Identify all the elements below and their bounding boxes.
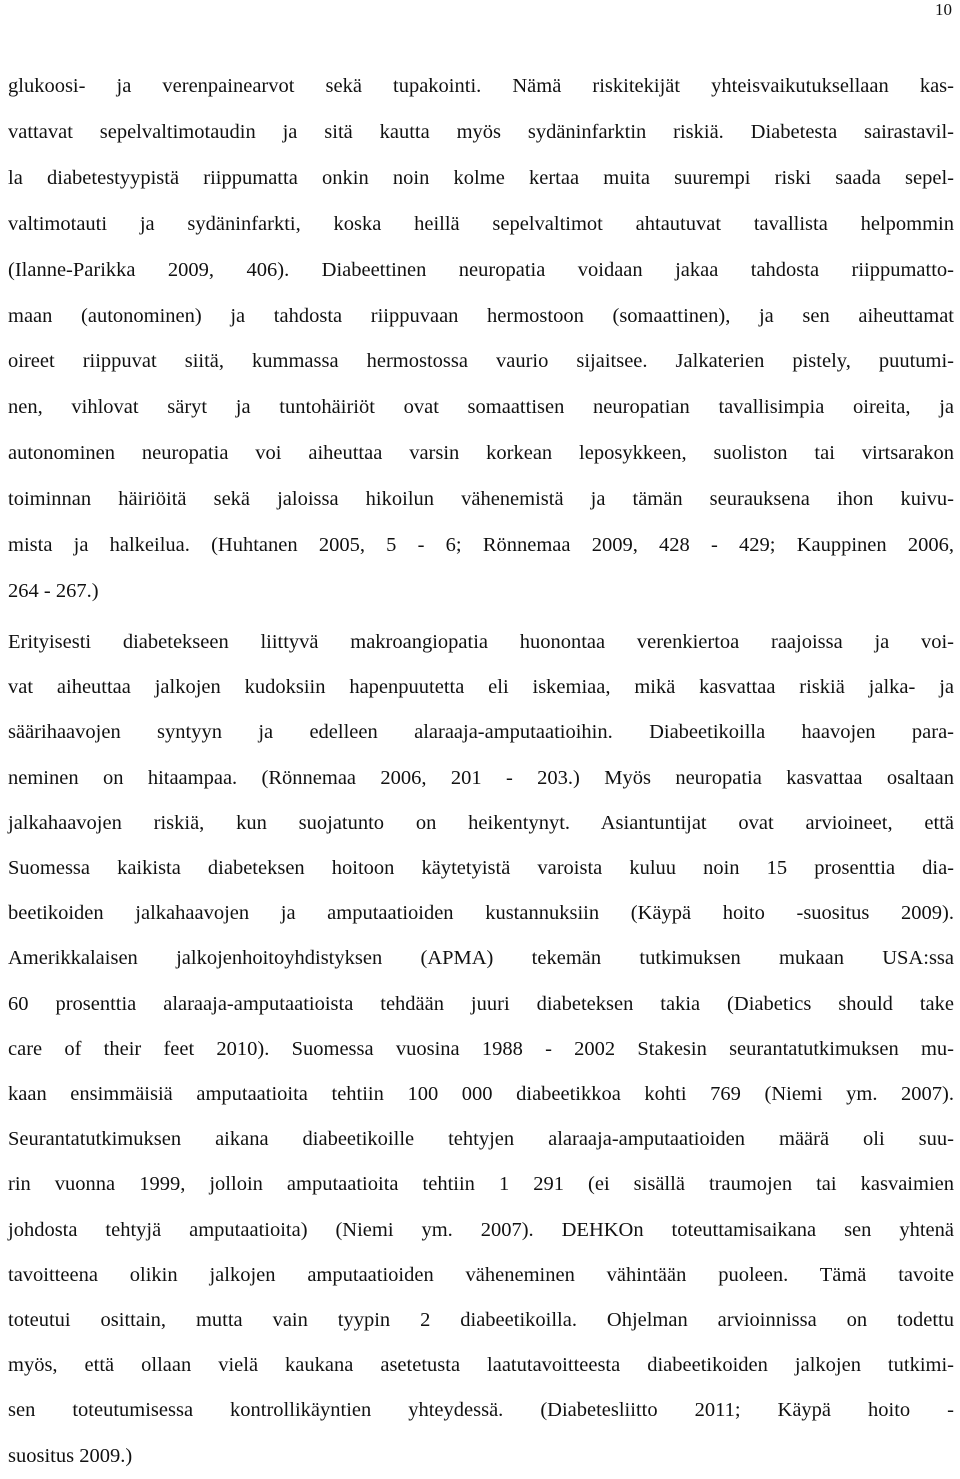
text-line: vattavat sepelvaltimotaudin ja sitä kautta myös sydäninfarktin riskiä. Diabetesta sairastavil-	[8, 120, 954, 143]
text-line: Amerikkalaisen jalkojenhoitoyhdistyksen (APMA) tekemän tutkimuksen mukaan USA:ssa	[8, 947, 954, 970]
text-line: glukoosi- ja verenpainearvot sekä tupakointi. Nämä riskitekijät yhteisvaikutuksellaan kas-	[8, 75, 954, 97]
text-line: säärihaavojen syntyyn ja edelleen alaraaja-amputaatioihin. Diabeetikoilla haavojen para-	[8, 721, 954, 744]
text-line: maan (autonominen) ja tahdosta riippuvaan hermostoon (somaattinen), ja sen aiheuttamat	[8, 304, 954, 327]
paragraph-2	[8, 620, 954, 1479]
text-line: beetikoiden jalkahaavojen ja amputaatioiden kustannuksiin (Käypä hoito -suositus 2009).	[8, 902, 954, 925]
text-line: Seurantatutkimuksen aikana diabeetikoille tehtyjen alaraaja-amputaatioiden määrä oli suu-	[8, 1128, 954, 1151]
text-line: care of their feet 2010). Suomessa vuosina 1988 - 2002 Stakesin seurantatutkimuksen mu-	[8, 1037, 954, 1060]
text-line: oireet riippuvat siitä, kummassa hermostossa vaurio sijaitsee. Jalkaterien pistely, puutumi-	[8, 350, 954, 373]
text-line: valtimotauti ja sydäninfarkti, koska heillä sepelvaltimot ahtautuvat tavallista helpommin	[8, 212, 954, 235]
text-line: Suomessa kaikista diabeteksen hoitoon käytetyistä varoista kuluu noin 15 prosenttia dia-	[8, 857, 954, 880]
text-line: suositus 2009.)	[8, 1444, 133, 1467]
page-number: 10	[935, 0, 952, 19]
text-line: la diabetestyypistä riippumatta onkin noin kolme kertaa muita suurempi riski saada sepel-	[8, 166, 954, 189]
text-line: mista ja halkeilua. (Huhtanen 2005, 5 - 6; Rönnemaa 2009, 428 - 429; Kauppinen 2006,	[8, 534, 954, 557]
text-line: tavoitteena olikin jalkojen amputaatioiden väheneminen vähintään puoleen. Tämä tavoite	[8, 1263, 954, 1286]
text-line: 60 prosenttia alaraaja-amputaatioista tehdään juuri diabeteksen takia (Diabetics should take	[8, 992, 954, 1015]
text-line: vat aiheuttaa jalkojen kudoksiin hapenpuutetta eli iskemiaa, mikä kasvattaa riskiä jalka- ja	[8, 676, 954, 699]
text-line: johdosta tehtyjä amputaatioita) (Niemi ym. 2007). DEHKOn toteuttamisaikana sen yhtenä	[8, 1218, 954, 1241]
text-line: (Ilanne-Parikka 2009, 406). Diabeettinen neuropatia voidaan jakaa tahdosta riippumatto-	[8, 258, 954, 281]
text-line: kaan ensimmäisiä amputaatioita tehtiin 100 000 diabeetikkoa kohti 769 (Niemi ym. 2007).	[8, 1083, 954, 1106]
text-line: myös, että ollaan vielä kaukana asetetusta laatutavoitteesta diabeetikoiden jalkojen tutkimi-	[8, 1354, 954, 1377]
text-line: autonominen neuropatia voi aiheuttaa varsin korkean leposykkeen, suoliston tai virtsarakon	[8, 442, 954, 465]
text-line: neminen on hitaampaa. (Rönnemaa 2006, 201 - 203.) Myös neuropatia kasvattaa osaltaan	[8, 766, 954, 789]
text-line: 264 - 267.)	[8, 579, 99, 602]
text-line: rin vuonna 1999, jolloin amputaatioita tehtiin 1 291 (ei sisällä traumojen tai kasvaimien	[8, 1173, 954, 1196]
text-line: nen, vihlovat säryt ja tuntohäiriöt ovat somaattisen neuropatian tavallisimpia oireita, ja	[8, 396, 954, 419]
text-line: Erityisesti diabetekseen liittyvä makroangiopatia huonontaa verenkiertoa raajoissa ja voi-	[8, 631, 954, 653]
text-line: toiminnan häiriöitä sekä jaloissa hikoilun vähenemistä ja tämän seurauksena ihon kuivu-	[8, 488, 954, 511]
text-line: sen toteutumisessa kontrollikäyntien yhteydessä. (Diabetesliitto 2011; Käypä hoito -	[8, 1399, 954, 1422]
paragraph-1	[8, 64, 954, 615]
text-line: jalkahaavojen riskiä, kun suojatunto on heikentynyt. Asiantuntijat ovat arvioineet, että	[8, 811, 954, 834]
text-line: toteutui osittain, mutta vain tyypin 2 diabeetikoilla. Ohjelman arvioinnissa on todettu	[8, 1309, 954, 1332]
